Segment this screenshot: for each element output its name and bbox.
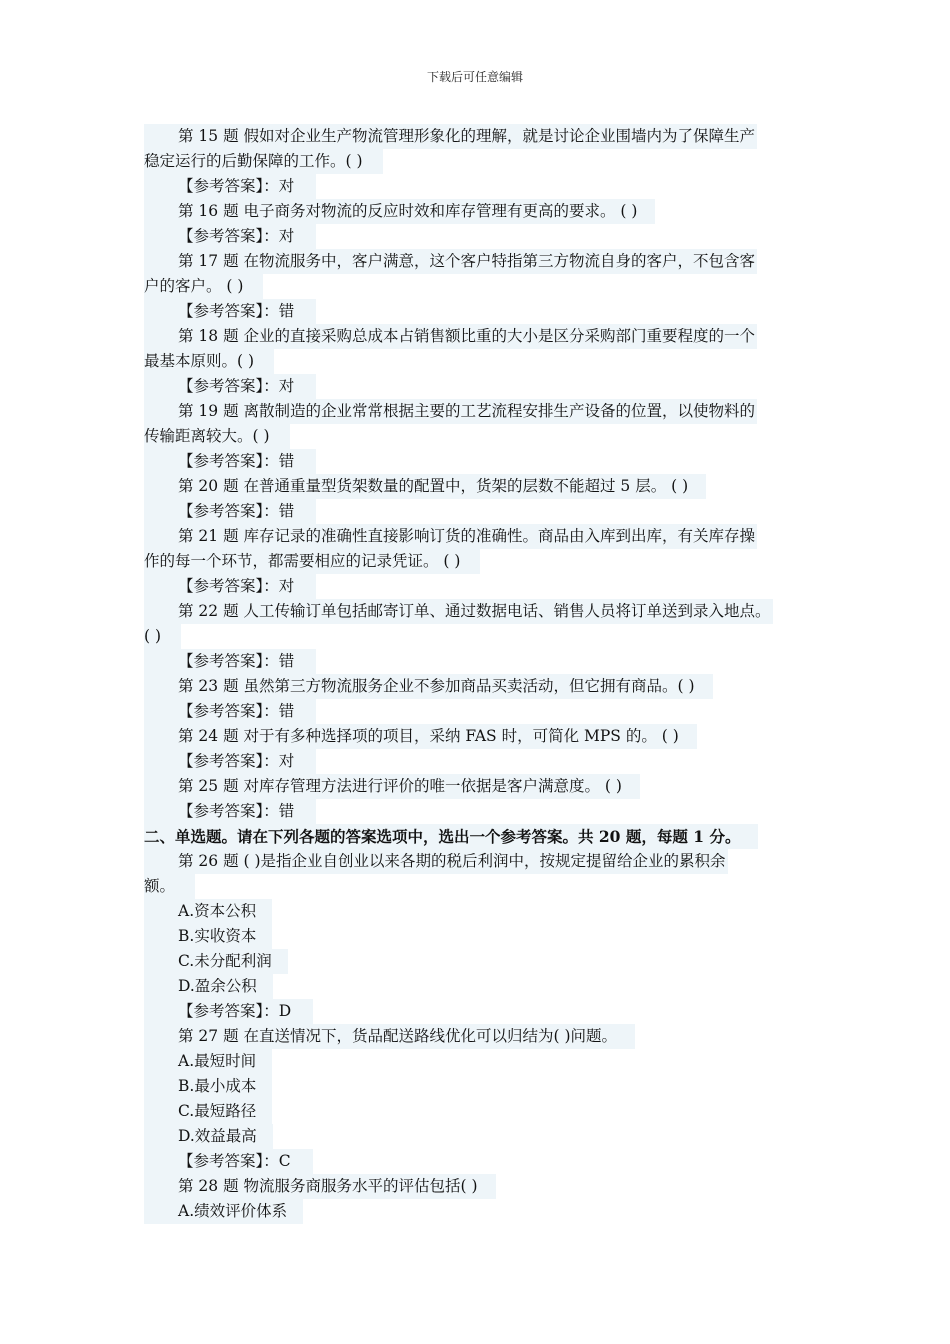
section-heading-line (144, 824, 820, 849)
question-text (144, 124, 820, 149)
reference-answer: 【参考答案】：错 (144, 499, 316, 524)
question-line-continued: 传输距离较大。( ) (144, 424, 290, 449)
question-text (144, 1174, 820, 1199)
option-line (144, 1099, 820, 1124)
reference-answer: 【参考答案】：对 (144, 174, 316, 199)
option-line (144, 1199, 820, 1224)
reference-answer: 【参考答案】：对 (144, 224, 316, 249)
question-line: 第 28 题 物流服务商服务水平的评估包括( ) (144, 1174, 496, 1199)
option-line (144, 949, 820, 974)
question-line: 第 25 题 对库存管理方法进行评价的唯一依据是客户满意度。 ( ) (144, 774, 640, 799)
question-line: 第 20 题 在普通重量型货架数量的配置中，货架的层数不能超过 5 层。 ( ) (144, 474, 706, 499)
option-line (144, 974, 820, 999)
question-line: 第 15 题 假如对企业生产物流管理形象化的理解，就是讨论企业围墙内为了保障生产 (144, 124, 757, 149)
answer-option: C.未分配利润 (144, 949, 288, 974)
question-line: 第 27 题 在直送情况下，货品配送路线优化可以归结为( )问题。 (144, 1024, 635, 1049)
answer-line (144, 449, 820, 474)
answer-line (144, 699, 820, 724)
question-line: 第 23 题 虽然第三方物流服务企业不参加商品买卖活动，但它拥有商品。( ) (144, 674, 713, 699)
question-text-continued (144, 149, 820, 174)
answer-line (144, 999, 820, 1024)
document-body (144, 124, 820, 1224)
answer-line (144, 224, 820, 249)
option-line (144, 924, 820, 949)
answer-option: A.最短时间 (144, 1049, 272, 1074)
question-line-continued: 稳定运行的后勤保障的工作。( ) (144, 149, 383, 174)
question-text-continued (144, 274, 820, 299)
answer-line (144, 299, 820, 324)
question-text (144, 324, 820, 349)
answer-option: C.最短路径 (144, 1099, 272, 1124)
answer-option: B.实收资本 (144, 924, 272, 949)
section-heading: 二、单选题。请在下列各题的答案选项中，选出一个参考答案。共 20 题，每题 1 分。 (144, 824, 758, 849)
reference-answer: 【参考答案】：对 (144, 749, 316, 774)
question-line-continued: 作的每一个环节，都需要相应的记录凭证。 ( ) (144, 549, 480, 574)
question-line: 第 22 题 人工传输订单包括邮寄订单、通过数据电话、销售人员将订单送到录入地点。 (144, 599, 773, 624)
reference-answer: 【参考答案】：错 (144, 449, 316, 474)
question-text (144, 849, 820, 874)
question-text (144, 724, 820, 749)
question-text (144, 249, 820, 274)
question-line: 第 24 题 对于有多种选择项的项目，采纳 FAS 时，可简化 MPS 的。 ( ) (144, 724, 697, 749)
question-text (144, 1024, 820, 1049)
answer-line (144, 799, 820, 824)
option-line (144, 899, 820, 924)
question-text-continued (144, 424, 820, 449)
answer-option: D.效益最高 (144, 1124, 273, 1149)
answer-line (144, 499, 820, 524)
question-line-continued: ( ) (144, 624, 181, 649)
answer-option: D.盈余公积 (144, 974, 273, 999)
answer-option: A.绩效评价体系 (144, 1199, 303, 1224)
reference-answer: 【参考答案】：错 (144, 299, 316, 324)
answer-option: A.资本公积 (144, 899, 272, 924)
question-line: 第 21 题 库存记录的准确性直接影响订货的准确性。商品由入库到出库，有关库存操 (144, 524, 757, 549)
answer-line (144, 749, 820, 774)
question-text (144, 599, 820, 624)
question-line: 第 17 题 在物流服务中，客户满意，这个客户特指第三方物流自身的客户，不包含客 (144, 249, 757, 274)
reference-answer: 【参考答案】：D (144, 999, 313, 1024)
question-line: 第 26 题 ( )是指企业自创业以来各期的税后利润中，按规定提留给企业的累积余 (144, 849, 728, 874)
answer-line (144, 174, 820, 199)
question-line-continued: 户的客户。 ( ) (144, 274, 263, 299)
reference-answer: 【参考答案】：对 (144, 574, 316, 599)
answer-line (144, 1149, 820, 1174)
reference-answer: 【参考答案】：错 (144, 799, 316, 824)
question-text (144, 474, 820, 499)
question-text-continued (144, 624, 820, 649)
question-line: 第 18 题 企业的直接采购总成本占销售额比重的大小是区分采购部门重要程度的一个 (144, 324, 757, 349)
answer-line (144, 574, 820, 599)
reference-answer: 【参考答案】：错 (144, 649, 316, 674)
answer-option: B.最小成本 (144, 1074, 272, 1099)
question-text (144, 774, 820, 799)
question-text-continued (144, 874, 820, 899)
option-line (144, 1049, 820, 1074)
question-line-continued: 额。 (144, 874, 195, 899)
question-text-continued (144, 349, 820, 374)
question-line-continued: 最基本原则。( ) (144, 349, 274, 374)
question-text (144, 524, 820, 549)
question-text (144, 674, 820, 699)
question-line: 第 19 题 离散制造的企业常常根据主要的工艺流程安排生产设备的位置，以使物料的 (144, 399, 757, 424)
reference-answer: 【参考答案】：错 (144, 699, 316, 724)
question-text-continued (144, 549, 820, 574)
answer-line (144, 649, 820, 674)
option-line (144, 1074, 820, 1099)
answer-line (144, 374, 820, 399)
question-text (144, 199, 820, 224)
page-header: 下载后可任意编辑 (426, 70, 523, 84)
option-line (144, 1124, 820, 1149)
question-text (144, 399, 820, 424)
reference-answer: 【参考答案】：对 (144, 374, 316, 399)
reference-answer: 【参考答案】：C (144, 1149, 313, 1174)
question-line: 第 16 题 电子商务对物流的反应时效和库存管理有更高的要求。 ( ) (144, 199, 655, 224)
